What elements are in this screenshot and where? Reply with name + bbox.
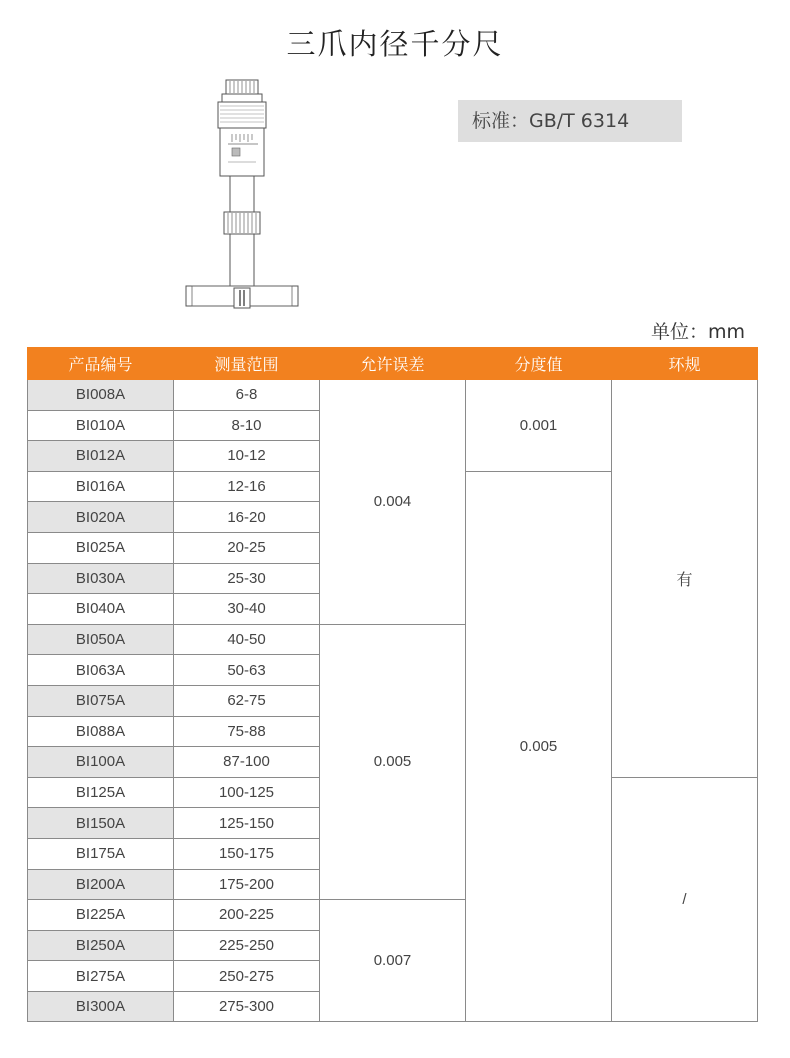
range-cell: 275-300 bbox=[174, 991, 320, 1022]
model-cell: BI063A bbox=[28, 655, 174, 686]
range-cell: 12-16 bbox=[174, 471, 320, 502]
tolerance-cell: 0.007 bbox=[320, 900, 466, 1022]
three-point-bore-micrometer-image bbox=[180, 76, 305, 316]
header-model: 产品编号 bbox=[28, 348, 174, 380]
range-cell: 16-20 bbox=[174, 502, 320, 533]
ring-gauge-cell: 有 bbox=[612, 380, 758, 778]
model-cell: BI100A bbox=[28, 747, 174, 778]
range-cell: 75-88 bbox=[174, 716, 320, 747]
resolution-cell: 0.001 bbox=[466, 380, 612, 472]
table-header-row bbox=[28, 348, 758, 380]
range-cell: 50-63 bbox=[174, 655, 320, 686]
tolerance-cell: 0.004 bbox=[320, 380, 466, 625]
range-cell: 6-8 bbox=[174, 380, 320, 411]
range-cell: 10-12 bbox=[174, 441, 320, 472]
ring-gauge-cell: / bbox=[612, 777, 758, 1022]
model-cell: BI030A bbox=[28, 563, 174, 594]
spec-table bbox=[27, 347, 758, 1022]
model-cell: BI040A bbox=[28, 594, 174, 625]
model-cell: BI275A bbox=[28, 961, 174, 992]
model-cell: BI150A bbox=[28, 808, 174, 839]
range-cell: 20-25 bbox=[174, 532, 320, 563]
range-cell: 8-10 bbox=[174, 410, 320, 441]
header-range: 测量范围 bbox=[174, 348, 320, 380]
model-cell: BI300A bbox=[28, 991, 174, 1022]
resolution-cell: 0.005 bbox=[466, 471, 612, 1022]
model-cell: BI125A bbox=[28, 777, 174, 808]
range-cell: 30-40 bbox=[174, 594, 320, 625]
page-title: 三爪内径千分尺 bbox=[286, 27, 504, 61]
model-cell: BI008A bbox=[28, 380, 174, 411]
range-cell: 200-225 bbox=[174, 900, 320, 931]
range-cell: 225-250 bbox=[174, 930, 320, 961]
model-cell: BI088A bbox=[28, 716, 174, 747]
model-cell: BI175A bbox=[28, 838, 174, 869]
model-cell: BI012A bbox=[28, 441, 174, 472]
tolerance-cell: 0.005 bbox=[320, 624, 466, 899]
header-tolerance: 允许误差 bbox=[320, 348, 466, 380]
range-cell: 100-125 bbox=[174, 777, 320, 808]
header-ring-gauge: 环规 bbox=[612, 348, 758, 380]
model-cell: BI010A bbox=[28, 410, 174, 441]
standard-label: 标准：GB/T 6314 bbox=[458, 100, 682, 142]
model-cell: BI016A bbox=[28, 471, 174, 502]
range-cell: 150-175 bbox=[174, 838, 320, 869]
model-cell: BI250A bbox=[28, 930, 174, 961]
range-cell: 250-275 bbox=[174, 961, 320, 992]
header-resolution: 分度值 bbox=[466, 348, 612, 380]
range-cell: 25-30 bbox=[174, 563, 320, 594]
model-cell: BI225A bbox=[28, 900, 174, 931]
table-row bbox=[28, 380, 758, 411]
model-cell: BI020A bbox=[28, 502, 174, 533]
range-cell: 87-100 bbox=[174, 747, 320, 778]
range-cell: 125-150 bbox=[174, 808, 320, 839]
range-cell: 175-200 bbox=[174, 869, 320, 900]
model-cell: BI075A bbox=[28, 685, 174, 716]
range-cell: 62-75 bbox=[174, 685, 320, 716]
model-cell: BI200A bbox=[28, 869, 174, 900]
model-cell: BI050A bbox=[28, 624, 174, 655]
range-cell: 40-50 bbox=[174, 624, 320, 655]
model-cell: BI025A bbox=[28, 532, 174, 563]
unit-note: 单位：mm bbox=[650, 321, 745, 343]
